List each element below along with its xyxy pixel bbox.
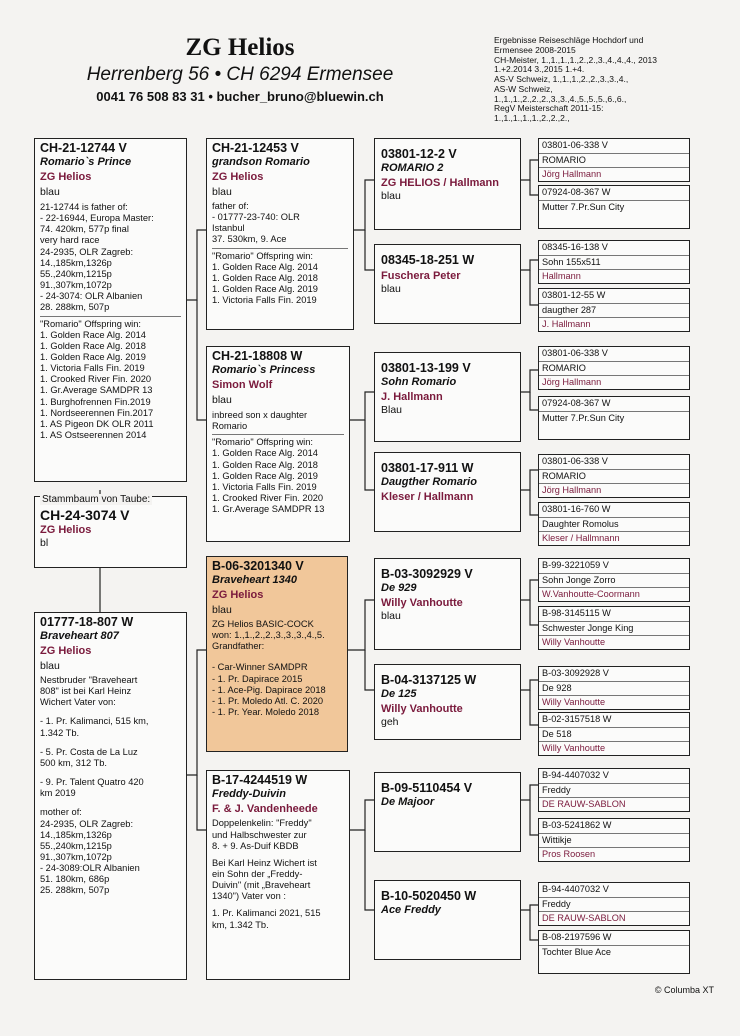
ggp-breeder: ZG HELIOS / Hallmann bbox=[381, 177, 499, 190]
contact-line: 0041 76 508 83 31 • bucher_bruno@bluewin.ch bbox=[96, 89, 384, 104]
text-line: km, 1.342 Tb. bbox=[212, 919, 269, 930]
text-line: inbreed son x daughter bbox=[212, 409, 308, 420]
text-line: 14.,185km,1326p bbox=[40, 829, 112, 840]
gggp-breeder: Kleser / Hallmnann bbox=[542, 533, 620, 543]
gp1-name: grandson Romario bbox=[212, 156, 310, 168]
text-line: km 2019 bbox=[40, 788, 76, 799]
text-line: - 1. Pr. Moledo Atl. C. 2020 bbox=[212, 695, 324, 706]
gggp-breeder: Jörg Hallmann bbox=[542, 169, 602, 179]
gggp-name: Freddy bbox=[542, 784, 571, 795]
results-line: AS-V Schweiz, 1.,1.,1.,2.,2.,3.,3.,4., bbox=[494, 74, 629, 85]
gp3-lines bbox=[212, 619, 342, 652]
text-line: 91.,307km,1072p bbox=[40, 280, 112, 291]
ggp-color: blau bbox=[381, 190, 401, 203]
gggp-ring: 07924-08-367 W bbox=[542, 187, 611, 197]
gggp-breeder: Willy Vanhoutte bbox=[542, 637, 606, 647]
gp4-extra bbox=[212, 908, 344, 930]
ggp-breeder: Willy Vanhoutte bbox=[381, 597, 463, 610]
mother-intro bbox=[40, 675, 181, 708]
text-line: Bei Karl Heinz Wichert ist bbox=[212, 857, 317, 868]
text-line: 1. Gr.Average SAMDPR 13 bbox=[212, 504, 325, 515]
text-line: "Romario" Offspring win: bbox=[212, 437, 313, 448]
gggp-ring: B-08-2197596 W bbox=[542, 932, 612, 942]
father-name: Romario`s Prince bbox=[40, 156, 132, 168]
ggp-name: De 929 bbox=[381, 582, 417, 594]
gggp-name: ROMARIO bbox=[542, 470, 586, 481]
ggp-name: Daugther Romario bbox=[381, 476, 477, 488]
gggp-breeder: Willy Vanhoutte bbox=[542, 697, 606, 707]
text-line: 8. + 9. As-Duif KBDB bbox=[212, 840, 299, 851]
ggp-ring: B-09-5110454 V bbox=[381, 781, 473, 795]
great-great-grandparent-card[interactable] bbox=[538, 930, 690, 974]
ggp-color: blau bbox=[381, 610, 401, 623]
gp3-color: blau bbox=[212, 604, 232, 617]
great-great-grandparent-card[interactable] bbox=[538, 666, 690, 710]
text-line: 1. Pr. Kalimanci 2021, 515 bbox=[212, 908, 321, 919]
gggp-ring: B-03-3092928 V bbox=[542, 668, 609, 678]
text-line: "Romario" Offspring win: bbox=[40, 318, 141, 329]
text-line: 1. Crooked River Fin. 2020 bbox=[212, 493, 324, 504]
ggp-color: blau bbox=[381, 283, 401, 296]
great-grandparent-card[interactable] bbox=[374, 558, 521, 650]
ggp-ring: B-03-3092929 V bbox=[381, 567, 473, 581]
results-line: AS-W Schweiz, bbox=[494, 83, 553, 94]
gggp-name: daugther 287 bbox=[542, 304, 597, 315]
great-great-grandparent-card[interactable] bbox=[538, 606, 690, 650]
gggp-breeder: DE RAUW-SABLON bbox=[542, 799, 626, 809]
gggp-breeder: W.Vanhoutte-Coormann bbox=[542, 589, 640, 599]
gggp-name: Sohn Jonge Zorro bbox=[542, 574, 616, 585]
divider bbox=[212, 434, 344, 435]
great-grandparent-card[interactable] bbox=[374, 244, 521, 324]
great-grandparent-card[interactable] bbox=[374, 352, 521, 442]
ggp-breeder: Fuschera Peter bbox=[381, 270, 461, 282]
text-line: 1. Golden Race Alg. 2018 bbox=[212, 272, 318, 283]
gggp-name: Freddy bbox=[542, 898, 571, 909]
gggp-ring: 03801-06-338 V bbox=[542, 140, 608, 150]
text-line: 1. Gr.Average SAMDPR 13 bbox=[40, 385, 153, 396]
father-color: blau bbox=[40, 186, 60, 199]
father-lines bbox=[40, 202, 181, 314]
gggp-ring: 08345-16-138 V bbox=[542, 242, 608, 252]
gggp-ring: 03801-06-338 V bbox=[542, 348, 608, 358]
text-line: 1. Victoria Falls Fin. 2019 bbox=[212, 481, 317, 492]
results-line: 1.+2.2014 3.,2015 1.+4. bbox=[494, 64, 585, 75]
gggp-name: Schwester Jonge King bbox=[542, 622, 634, 633]
father-card[interactable] bbox=[34, 138, 187, 482]
mother-offspring bbox=[40, 807, 181, 896]
text-line: - 1. Ace-Pig. Dapirace 2018 bbox=[212, 684, 326, 695]
address: Herrenberg 56 • CH 6294 Ermensee bbox=[86, 64, 394, 85]
text-line: 14.,185km,1326p bbox=[40, 257, 112, 268]
great-great-grandparent-card[interactable] bbox=[538, 882, 690, 926]
great-great-grandparent-card[interactable] bbox=[538, 768, 690, 812]
text-line: 500 km, 312 Tb. bbox=[40, 757, 108, 768]
text-line: 1. Victoria Falls Fin. 2019 bbox=[40, 363, 145, 374]
ggp-breeder: Willy Vanhoutte bbox=[381, 703, 463, 716]
great-grandparent-card[interactable] bbox=[374, 880, 521, 960]
great-great-grandparent-card[interactable] bbox=[538, 185, 690, 229]
grandparent-3-card[interactable] bbox=[206, 556, 348, 752]
text-line: - 1. Pr. Kalimanci, 515 km, bbox=[40, 716, 149, 727]
text-line: 37. 530km, 9. Ace bbox=[212, 234, 287, 245]
page-title: ZG Helios bbox=[185, 34, 295, 61]
text-line: ZG Helios BASIC-COCK bbox=[212, 618, 314, 629]
grandparent-4-card[interactable] bbox=[206, 770, 350, 980]
gggp-breeder: Jörg Hallmann bbox=[542, 485, 602, 495]
gp4-lines bbox=[212, 818, 344, 851]
gp4-ring: B-17-4244519 W bbox=[212, 773, 308, 787]
subject-ring: CH-24-3074 V bbox=[40, 507, 130, 523]
text-line: - 9. Pr. Talent Quatro 420 bbox=[40, 777, 144, 788]
gggp-ring: B-94-4407032 V bbox=[542, 770, 609, 780]
text-line: 24-2935, OLR Zagreb: bbox=[40, 818, 134, 829]
gggp-ring: B-94-4407032 V bbox=[542, 884, 609, 894]
ggp-ring: 03801-13-199 V bbox=[381, 361, 471, 375]
gp3-name: Braveheart 1340 bbox=[212, 574, 298, 586]
gp1-breeder: ZG Helios bbox=[212, 171, 264, 184]
great-great-grandparent-card[interactable] bbox=[538, 712, 690, 756]
text-line: 1. Golden Race Alg. 2019 bbox=[212, 470, 318, 481]
gp2-lines bbox=[212, 410, 344, 432]
gggp-ring: 03801-12-55 W bbox=[542, 290, 606, 300]
text-line: 1. Golden Race Alg. 2019 bbox=[40, 352, 146, 362]
gggp-name: Mutter 7.Pr.Sun City bbox=[542, 201, 625, 212]
gggp-name: ROMARIO bbox=[542, 362, 586, 373]
text-line: very hard race bbox=[40, 235, 100, 246]
text-line: - Car-Winner SAMDPR bbox=[212, 662, 308, 673]
ggp-ring: 03801-17-911 W bbox=[381, 461, 474, 475]
gggp-breeder: Pros Roosen bbox=[542, 849, 596, 859]
gp2-color: blau bbox=[212, 394, 232, 407]
ggp-ring: 08345-18-251 W bbox=[381, 253, 475, 267]
great-great-grandparent-card[interactable] bbox=[538, 240, 690, 284]
text-line: Duivin" (mit „Braveheart bbox=[212, 880, 311, 891]
results-line: 1.,1.,1.,1.,1.,2.,2.,2., bbox=[494, 113, 570, 124]
text-line: 74. 420km, 577p final bbox=[40, 224, 129, 235]
text-line: - 1. Pr. Dapirace 2015 bbox=[212, 673, 303, 684]
gp4-wins bbox=[212, 858, 344, 903]
text-line: 1. Golden Race Alg. 2018 bbox=[40, 340, 146, 351]
gggp-breeder: Jörg Hallmann bbox=[542, 377, 602, 387]
ggp-name: De Majoor bbox=[381, 796, 435, 808]
text-line: 1. Crooked River Fin. 2020 bbox=[40, 374, 152, 385]
gggp-breeder: Willy Vanhoutte bbox=[542, 743, 606, 753]
ggp-ring: 03801-12-2 V bbox=[381, 147, 457, 161]
mother-wins bbox=[40, 716, 181, 799]
text-line: mother of: bbox=[40, 807, 82, 818]
text-line: 1. Golden Race Alg. 2014 bbox=[212, 448, 318, 459]
mother-breeder: ZG Helios bbox=[40, 645, 92, 658]
great-great-grandparent-card[interactable] bbox=[538, 502, 690, 546]
ggp-color: Blau bbox=[381, 404, 403, 417]
text-line: - 24-3089:OLR Albanien bbox=[40, 863, 140, 874]
gggp-name: De 518 bbox=[542, 728, 572, 739]
gggp-ring: 03801-06-338 V bbox=[542, 456, 608, 466]
great-great-grandparent-card[interactable] bbox=[538, 346, 690, 390]
gp3-wins bbox=[212, 662, 342, 718]
ggp-ring: B-10-5020450 W bbox=[381, 889, 477, 903]
ggp-breeder: J. Hallmann bbox=[381, 391, 443, 404]
ggp-breeder: Kleser / Hallmann bbox=[381, 491, 474, 504]
text-line: ein Sohn der „Freddy- bbox=[212, 869, 303, 879]
mother-ring: 01777-18-807 W bbox=[40, 615, 134, 629]
subject-label: Stammbaum von Taube: bbox=[42, 494, 151, 505]
gggp-breeder: Hallmann bbox=[542, 271, 581, 281]
text-line: 21-12744 is father of: bbox=[40, 201, 128, 212]
results-line: 1.,1.,1.,2.,2.,2.,3.,3.,4.,5.,5.,5.,6.,6., bbox=[494, 93, 627, 104]
great-grandparent-card[interactable] bbox=[374, 138, 521, 230]
text-line: 1. Golden Race Alg. 2018 bbox=[212, 459, 318, 470]
text-line: 1. Victoria Falls Fin. 2019 bbox=[212, 295, 317, 306]
results-line: Ergebnisse Reiseschläge Hochdorf und bbox=[494, 35, 644, 45]
gggp-ring: B-02-3157518 W bbox=[542, 714, 612, 724]
ggp-name: Ace Freddy bbox=[381, 904, 441, 916]
text-line: 808" ist bei Karl Heinz bbox=[40, 686, 132, 697]
text-line: 1. AS Ostseerennen 2014 bbox=[40, 430, 147, 441]
text-line: 1. Burghofrennen Fin.2019 bbox=[40, 396, 151, 407]
mother-color: blau bbox=[40, 660, 60, 673]
text-line: Doppelenkelin: "Freddy" bbox=[212, 818, 312, 829]
grandparent-2-card[interactable] bbox=[206, 346, 350, 542]
gp2-name: Romario`s Princess bbox=[212, 364, 316, 376]
mother-name: Braveheart 807 bbox=[40, 630, 119, 642]
great-great-grandparent-card[interactable] bbox=[538, 818, 690, 862]
text-line: - 1. Pr. Year. Moledo 2018 bbox=[212, 707, 319, 718]
gp3-ring: B-06-3201340 V bbox=[212, 559, 304, 573]
gp4-breeder: F. & J. Vandenheede bbox=[212, 803, 318, 816]
ggp-name: Sohn Romario bbox=[381, 376, 457, 388]
gggp-ring: B-99-3221059 V bbox=[542, 560, 609, 570]
gggp-breeder: DE RAUW-SABLON bbox=[542, 913, 626, 923]
text-line: 51. 180km, 686p bbox=[40, 874, 110, 885]
text-line: und Halbschwester zur bbox=[212, 829, 307, 840]
text-line: 1. Golden Race Alg. 2014 bbox=[40, 329, 146, 340]
divider bbox=[212, 248, 348, 249]
ggp-name: ROMARIO 2 bbox=[381, 162, 444, 174]
subject-card[interactable] bbox=[34, 496, 187, 568]
gp2-breeder: Simon Wolf bbox=[212, 379, 273, 392]
gp3-breeder: ZG Helios bbox=[212, 589, 264, 602]
text-line: father of: bbox=[212, 200, 249, 211]
grandparent-1-card[interactable] bbox=[206, 138, 354, 330]
text-line: 24-2935, OLR Zagreb: bbox=[40, 246, 134, 257]
text-line: 91.,307km,1072p bbox=[40, 852, 112, 862]
father-ring: CH-21-12744 V bbox=[40, 141, 127, 155]
gp2-ring: CH-21-18808 W bbox=[212, 349, 303, 363]
text-line: 1. Golden Race Alg. 2019 bbox=[212, 284, 318, 295]
gggp-name: Daughter Romolus bbox=[542, 518, 619, 529]
text-line: - 01777-23-740: OLR bbox=[212, 212, 300, 223]
gggp-name: ROMARIO bbox=[542, 154, 586, 165]
results-line: CH-Meister, 1.,1.,1.,1.,2.,2.,3.,4.,4.,4., 2013 bbox=[494, 54, 658, 65]
gggp-name: De 928 bbox=[542, 682, 572, 693]
subject-breeder: ZG Helios bbox=[40, 523, 92, 536]
gggp-name: Mutter 7.Pr.Sun City bbox=[542, 412, 625, 423]
ggp-name: De 125 bbox=[381, 688, 417, 700]
ggp-color: geh bbox=[381, 716, 399, 729]
text-line: Istanbul bbox=[212, 223, 245, 234]
text-line: Nestbruder "Braveheart bbox=[40, 674, 138, 685]
ggp-ring: B-04-3137125 W bbox=[381, 673, 477, 687]
text-line: Romario bbox=[212, 421, 248, 432]
great-grandparent-card[interactable] bbox=[374, 772, 521, 852]
text-line: 1. AS Pigeon DK OLR 2011 bbox=[40, 418, 154, 429]
gp1-ring: CH-21-12453 V bbox=[212, 141, 299, 155]
mother-card[interactable] bbox=[34, 612, 187, 980]
gp1-color: blau bbox=[212, 186, 232, 199]
text-line: Wichert Vater von: bbox=[40, 697, 116, 708]
text-line: - 22-16944, Europa Master: bbox=[40, 213, 154, 224]
results-line: Ermensee 2008-2015 bbox=[494, 44, 576, 55]
father-wins bbox=[40, 319, 181, 442]
great-great-grandparent-card[interactable] bbox=[538, 396, 690, 440]
gggp-name: Tochter Blue Ace bbox=[542, 946, 611, 957]
text-line: 55.,240km,1215p bbox=[40, 840, 112, 851]
gp1-wins bbox=[212, 251, 348, 307]
gggp-name: Wittikje bbox=[542, 834, 572, 845]
great-great-grandparent-card[interactable] bbox=[538, 558, 690, 602]
text-line: 28. 288km, 507p bbox=[40, 302, 110, 313]
great-grandparent-card[interactable] bbox=[374, 452, 521, 532]
results-line: RegV Meisterschaft 2011-15: bbox=[494, 103, 604, 114]
father-breeder: ZG Helios bbox=[40, 171, 92, 184]
text-line: 1340") Vater von : bbox=[212, 891, 286, 902]
gp1-lines bbox=[212, 201, 348, 246]
subject-color: bl bbox=[40, 536, 49, 549]
text-line: 1.342 Tb. bbox=[40, 727, 80, 738]
copyright: © Columba XT bbox=[654, 985, 714, 995]
gggp-ring: 03801-16-760 W bbox=[542, 504, 611, 514]
text-line: - 24-3074: OLR Albanien bbox=[40, 291, 143, 302]
text-line: 1. Golden Race Alg. 2014 bbox=[212, 261, 318, 272]
text-line: Grandfather: bbox=[212, 641, 265, 652]
text-line: 1. Nordseerennen Fin.2017 bbox=[40, 407, 154, 418]
text-line: 55.,240km,1215p bbox=[40, 268, 112, 279]
text-line: 25. 288km, 507p bbox=[40, 885, 110, 896]
gggp-breeder: J. Hallmann bbox=[542, 319, 591, 329]
gggp-ring: B-98-3145115 W bbox=[542, 608, 611, 618]
text-line: "Romario" Offspring win: bbox=[212, 250, 313, 261]
gggp-ring: 07924-08-367 W bbox=[542, 398, 611, 408]
text-line: won: 1.,1.,2.,2.,3.,3.,3.,4.,5. bbox=[212, 630, 325, 641]
great-grandparent-card[interactable] bbox=[374, 664, 521, 740]
gp2-wins bbox=[212, 437, 344, 515]
gggp-ring: B-03-5241862 W bbox=[542, 820, 612, 830]
gp4-name: Freddy-Duivin bbox=[212, 788, 286, 800]
divider bbox=[40, 316, 181, 317]
great-great-grandparent-card[interactable] bbox=[538, 288, 690, 332]
great-great-grandparent-card[interactable] bbox=[538, 138, 690, 182]
great-great-grandparent-card[interactable] bbox=[538, 454, 690, 498]
gggp-name: Sohn 155x511 bbox=[542, 256, 601, 267]
text-line: - 5. Pr. Costa de La Luz bbox=[40, 746, 138, 757]
